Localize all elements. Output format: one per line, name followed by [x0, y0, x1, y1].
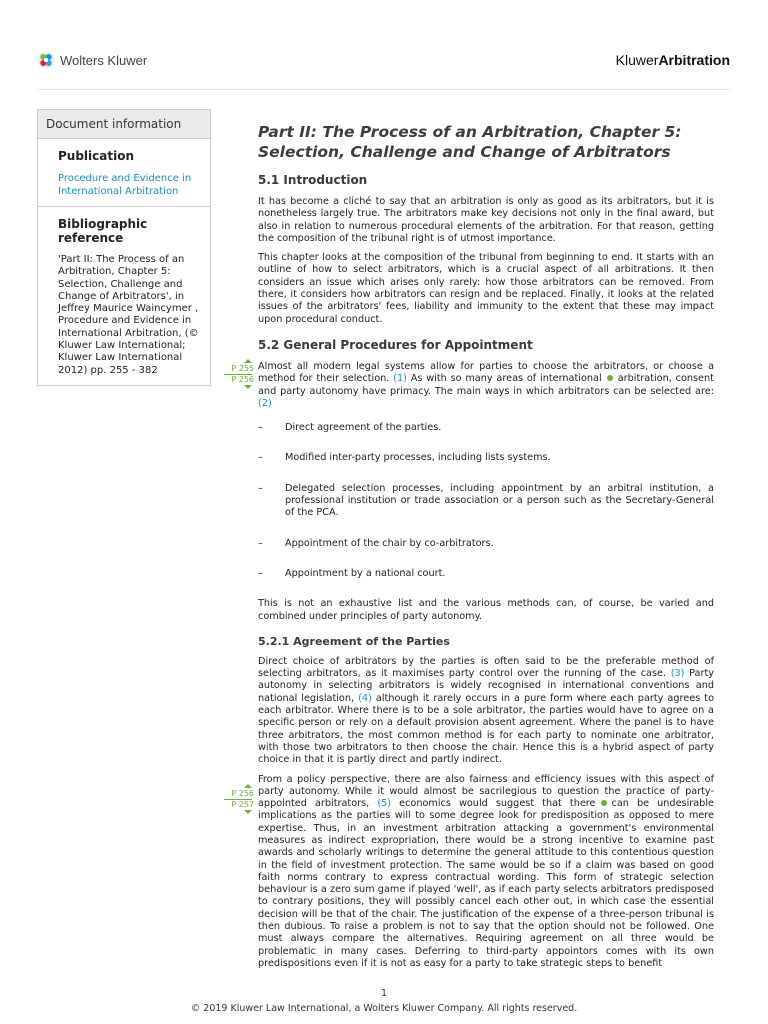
- text-run: From a policy perspective, there are also fairness and efficiency issues with this aspect of party autonomy. While it would almost be sacrilegious to question the practice of party-appointed arbitrators,: [258, 773, 714, 810]
- marker-page-bottom: P 256: [231, 375, 254, 384]
- marker-page-bottom: P 257: [231, 800, 254, 809]
- paragraph: It has become a cliché to say that an arbitration is only as good as its arbitrators, but it is nonetheless largely true. The arbitrators make key decisions not only in the final award, but also in relation to numerous procedural elements of the arbitration. For that reason, getting the composition of the tribunal right is of utmost importance.: [258, 196, 714, 244]
- bibliographic-section: [38, 206, 210, 385]
- header-divider: [37, 89, 731, 90]
- brand-bold: Arbitration: [658, 52, 730, 68]
- list-item: [258, 568, 714, 580]
- paragraph: [258, 361, 714, 410]
- document-body: [258, 122, 714, 977]
- text-run: arbitration, consent and party autonomy have primacy. The main ways in which arbitrators can be selected are:: [258, 373, 714, 397]
- dash-bullet: –: [258, 537, 263, 549]
- publication-section: [38, 139, 210, 206]
- list-item-text: Appointment by a national court.: [285, 567, 446, 579]
- footnote-link-4[interactable]: (4): [358, 692, 372, 704]
- marker-page-top: P 256: [231, 789, 254, 798]
- bibliographic-title: Bibliographic reference: [58, 217, 148, 245]
- list-item-text: Delegated selection processes, including appointment by an arbitral institution, a professional institution or trade association or a person such as the Secretary-General of the PCA.: [285, 482, 714, 519]
- marker-rule: [224, 799, 252, 800]
- list-item: [258, 452, 714, 464]
- paragraph: This is not an exhaustive list and the various methods can, of course, be varied and combined under principles of party autonomy.: [258, 598, 714, 622]
- wolters-kluwer-logo-icon: [37, 51, 55, 69]
- kluwer-arbitration-brand[interactable]: [616, 52, 730, 68]
- text-run: As with so many areas of international: [410, 373, 602, 385]
- footnote-link-3[interactable]: (3): [670, 668, 685, 680]
- text-run: Almost all modern legal systems allow for parties to choose the arbitrators, or choose a method for their selection.: [258, 360, 714, 385]
- dash-bullet: –: [258, 482, 263, 494]
- appointment-methods-list: [258, 422, 714, 580]
- paragraph: This chapter looks at the composition of the tribunal from beginning to end. It starts with an outline of how to select arbitrators, which is a crucial aspect of all arbitrations. It then considers an issue which arises only rarely: how those arbitrators can be removed. From there, it considers how arbitrators can resign and be replaced. Finally, it looks at the related issues of the arbitrators' fees, liability and immunity to the extent that these may impact upon procedural conduct.: [258, 252, 714, 325]
- wolters-kluwer-logo[interactable]: [37, 51, 147, 69]
- list-item: [258, 422, 714, 434]
- dash-bullet: –: [258, 567, 263, 579]
- text-run: Direct choice of arbitrators by the parties is often said to be the preferable method of selecting arbitrators, as it maximises party control over the running of the case.: [258, 655, 714, 680]
- marker-page-top: P 255: [231, 364, 254, 373]
- annotation-dot-icon[interactable]: [601, 800, 607, 806]
- publication-title: Publication: [58, 149, 135, 163]
- text-run: economics would suggest that there: [399, 798, 596, 810]
- logo-text: Wolters Kluwer: [60, 52, 148, 68]
- list-item-text: Appointment of the chair by co-arbitrators.: [285, 537, 494, 549]
- footnote-link-2[interactable]: (2): [258, 397, 272, 409]
- page-number: 1: [380, 988, 388, 999]
- section-heading-5-2-1: 5.2.1 Agreement of the Parties: [258, 634, 450, 648]
- document-info-panel: [37, 109, 211, 386]
- marker-rule: [224, 374, 252, 375]
- footnote-link-1[interactable]: (1): [393, 373, 407, 385]
- dash-bullet: –: [258, 422, 263, 434]
- page-marker: [226, 359, 254, 389]
- text-run: Party autonomy in selecting arbitrators is widely recognised in international conventions and national legislation,: [258, 668, 714, 704]
- marker-down-arrow-icon: [244, 385, 252, 389]
- page-footer: [0, 988, 768, 1014]
- section-heading-5-2: 5.2 General Procedures for Appointment: [258, 337, 533, 352]
- publication-link[interactable]: Procedure and Evidence in International Arbitration: [58, 173, 192, 197]
- footnote-link-5[interactable]: (5): [377, 798, 392, 810]
- page-header: [0, 0, 768, 90]
- chapter-title: Part II: The Process of an Arbitration, Chapter 5: Selection, Challenge and Change of Arbitrators: [258, 123, 682, 161]
- list-item: [258, 483, 714, 520]
- copyright-notice: © 2019 Kluwer Law International, a Wolters Kluwer Company. All rights reserved.: [190, 1003, 578, 1014]
- brand-regular: Kluwer: [615, 52, 659, 68]
- list-item: [258, 538, 714, 550]
- paragraph: [258, 774, 714, 971]
- text-run: although it rarely occurs in a pure form where each party agrees to each arbitrator. Where there is to be a sole arbitrator, the parties would have to agree on a specific person or rely on a default provision absent agreement. Where the panel is to have three arbitrators, the most common method is for each party to nominate one arbitrator, with those two arbitrators to then choose the chair. Hence this is a hybrid aspect of party choice in that it is partly direct and partly indirect.: [258, 692, 714, 766]
- paragraph: [258, 656, 714, 767]
- text-run: can be undesirable implications as the parties will to some degree look for predisposition as opposed to mere expertise. Thus, in an investment arbitration attacking a government's environmental measures as indirect expropriation, there would be a strong incentive to examine past awards and scholarly writings to determine the general attitude to this contentious question in the field of investment protection. The same would be so if a claim was based on good faith norms contrary to express contractual wording. This form of strategic selection behaviour is a zero sum game if played 'well', as if each party selects arbitrators predisposed to contrary positions, they will possibly cancel each other out, in which case the essential decision will be that of the chair. The justification of the expense of a three-person tribunal is then dubious. To raise a problem is not to say that the option should not be followed. One must always compare the alternatives. Requiring agreement on all three would be problematic in many cases. Deferring to third-party appointors comes with its own predispositions even if it is not as easy for a party to take strategic steps to benefit: [258, 798, 714, 969]
- bibliographic-text: 'Part II: The Process of an Arbitration, Chapter 5: Selection, Challenge and Change of Arbitrators', in Jeffrey Maurice Waincymer , Procedure and Evidence in International Arbitration, (© Kluwer Law International; Kluwer Law International 2012) pp. 255 - 382: [58, 254, 199, 376]
- page-marker: [226, 784, 254, 814]
- list-item-text: Modified inter-party processes, including lists systems.: [285, 452, 551, 464]
- marker-down-arrow-icon: [244, 810, 252, 814]
- dash-bullet: –: [258, 452, 263, 464]
- annotation-dot-icon[interactable]: [607, 375, 613, 381]
- list-item-text: Direct agreement of the parties.: [285, 422, 442, 434]
- section-heading-5-1: 5.1 Introduction: [258, 173, 368, 187]
- document-info-heading: Document information: [38, 110, 210, 139]
